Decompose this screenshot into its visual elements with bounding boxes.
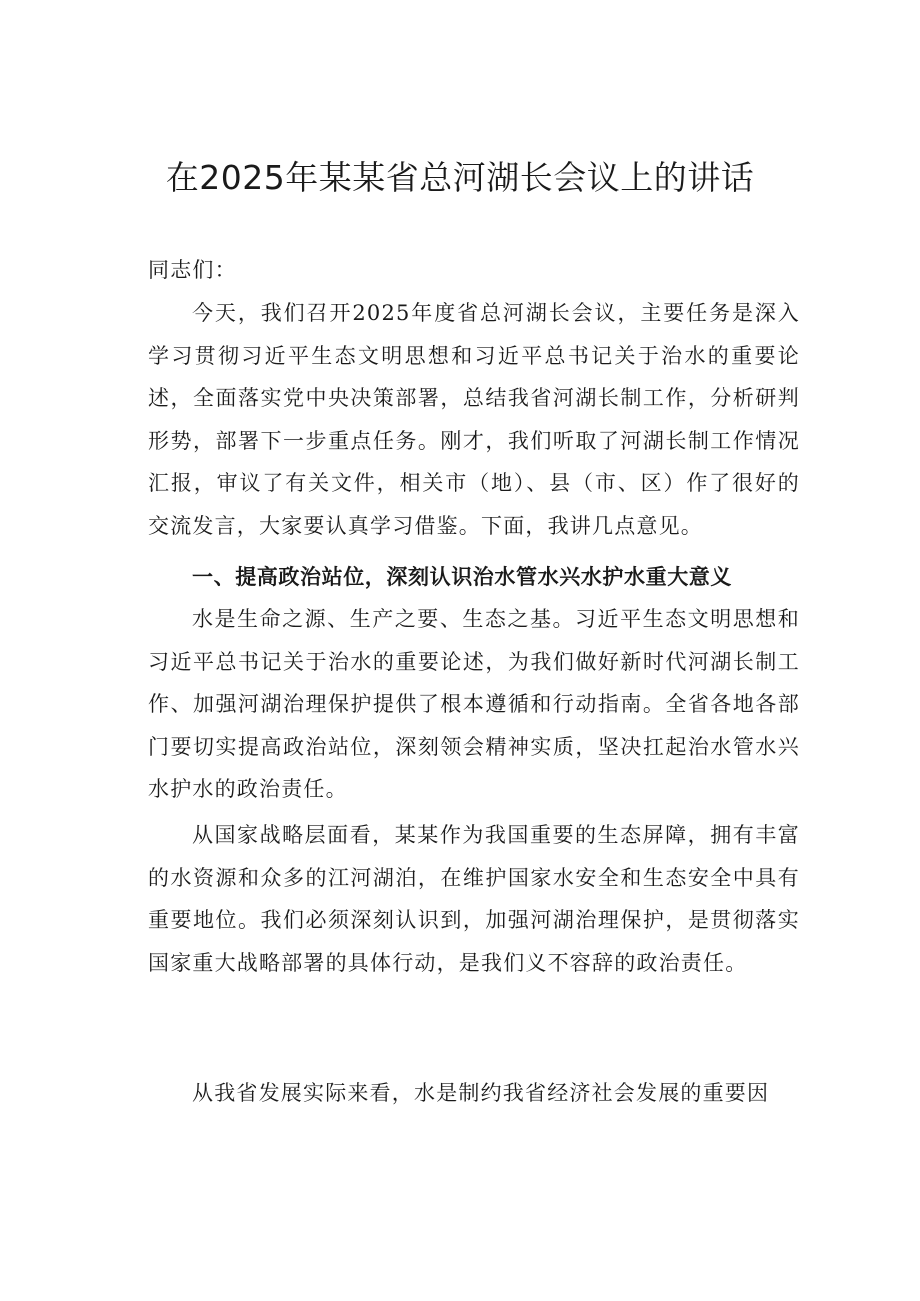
salutation: 同志们： xyxy=(148,258,237,282)
paragraph-national-strategy: 从国家战略层面看，某某作为我国重要的生态屏障，拥有丰富的水资源和众多的江河湖泊，在维护国家水安全和生态安全中具有重要地位。我们必须深刻认识到，加强河湖治理保护，是贯彻落实国家重大战略部署的具体行动，是我们义不容辞的政治责任。 xyxy=(148,823,800,975)
document-title: 在2025年某某省总河湖长会议上的讲话 xyxy=(165,158,755,197)
paragraph-water-significance: 水是生命之源、生产之要、生态之基。习近平生态文明思想和习近平总书记关于治水的重要论述，为我们做好新时代河湖长制工作、加强河湖治理保护提供了根本遵循和行动指南。全省各地各部门要切实提高政治站位，深刻领会精神实质，坚决扛起治水管水兴水护水的政治责任。 xyxy=(148,607,800,801)
paragraph-provincial-reality: 从我省发展实际来看，水是制约我省经济社会发展的重要因 xyxy=(192,1081,770,1105)
paragraph-opening: 今天，我们召开2025年度省总河湖长会议，主要任务是深入学习贯彻习近平生态文明思想和习近平总书记关于治水的重要论述，全面落实党中央决策部署，总结我省河湖长制工作，分析研判形势，部署下一步重点任务。刚才，我们听取了河湖长制工作情况汇报，审议了有关文件，相关市（地）、县（市、区）作了很好的交流发言，大家要认真学习借鉴。下面，我讲几点意见。 xyxy=(148,301,800,538)
section-heading-1: 一、提高政治站位，深刻认识治水管水兴水护水重大意义 xyxy=(192,565,732,589)
